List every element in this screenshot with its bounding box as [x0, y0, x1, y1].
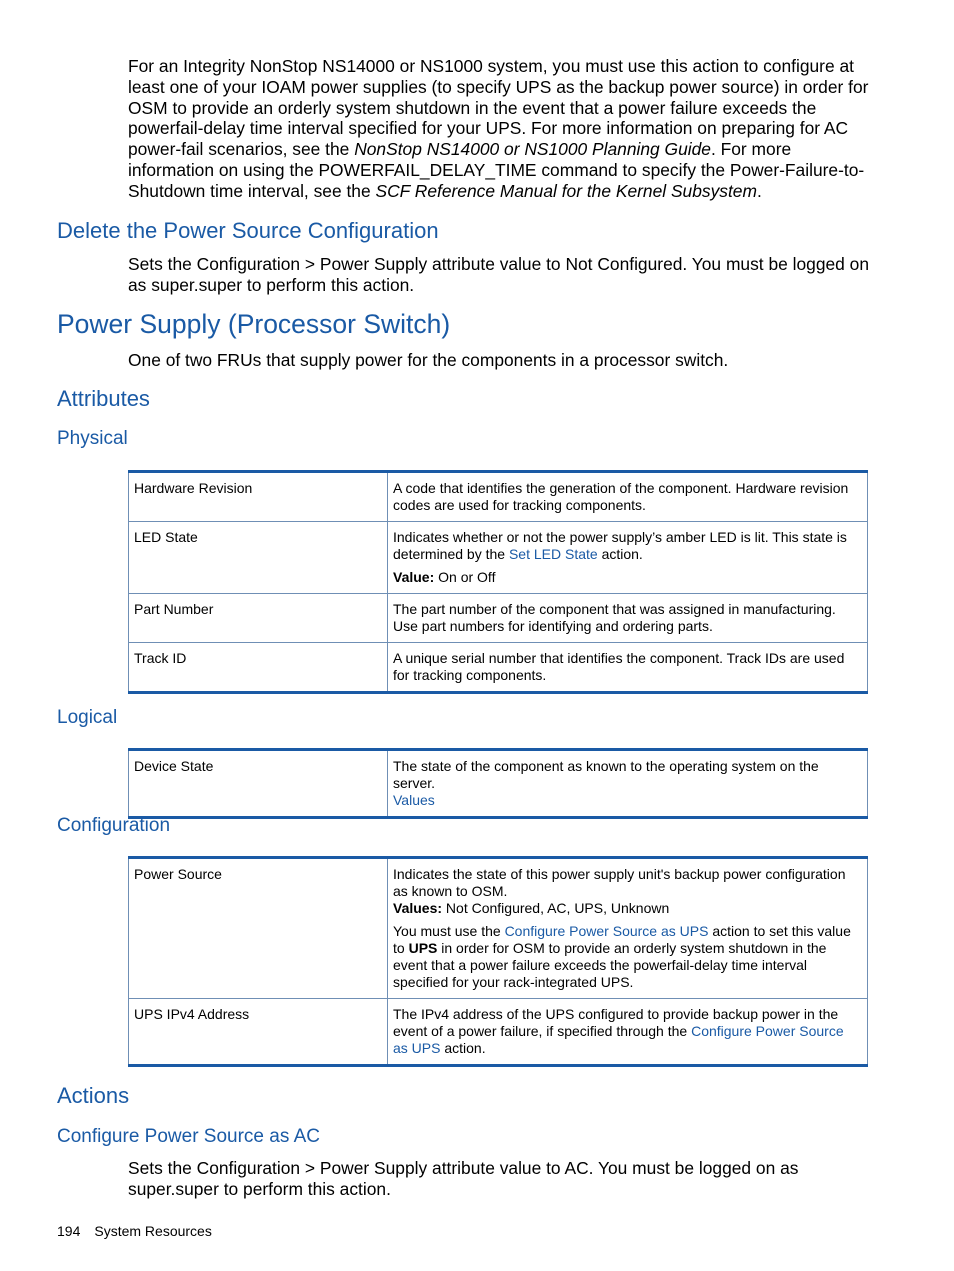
attribute-description: The IPv4 address of the UPS configured to provide backup power in the event of a power failure, if specified through the Configure Power Source as UPS action. — [388, 999, 868, 1066]
page-number: 194 — [57, 1223, 81, 1239]
configure-ups-link[interactable]: Configure Power Source as UPS — [393, 1023, 844, 1056]
attribute-name: Track ID — [129, 643, 388, 693]
scf-manual-title: SCF Reference Manual for the Kernel Subsystem — [375, 180, 757, 201]
attribute-name: Hardware Revision — [129, 472, 388, 522]
attribute-name: Part Number — [129, 594, 388, 643]
table-row — [129, 999, 868, 1066]
attribute-description: Indicates the state of this power supply unit's backup power configuration as known to OSM. Values: Not Configured, AC, UPS, Unknown You must use the Configure Power Source as UPS action to set this value to UPS in order for OSM to provide an orderly system shutdown in the event that a power failure exceeds the powerfail-delay time interval specified for your rack-integrated UPS. — [388, 858, 868, 999]
attribute-description: Indicates whether or not the power supply’s amber LED is lit. This state is determined by the Set LED State action. Value: On or Off — [388, 522, 868, 594]
value-label: Value: — [393, 569, 435, 585]
delete-config-heading: Delete the Power Source Configuration — [57, 218, 439, 243]
table-row — [129, 858, 868, 999]
physical-heading: Physical — [57, 428, 128, 449]
configuration-heading: Configuration — [57, 815, 171, 836]
attributes-heading: Attributes — [57, 386, 150, 411]
logical-heading: Logical — [57, 707, 118, 728]
intro-text-3: . — [756, 180, 762, 201]
page-description: One of two FRUs that supply power for the components in a processor switch. — [128, 350, 729, 370]
actions-heading: Actions — [57, 1083, 130, 1108]
attribute-name: Device State — [129, 750, 388, 818]
attribute-description: The part number of the component that was assigned in manufacturing. Use part numbers for identifying and ordering parts. — [388, 594, 868, 643]
configure-ac-text: Sets the Configuration > Power Supply attribute value to AC. You must be logged on as super.super to perform this action. — [128, 1158, 799, 1199]
table-row — [129, 522, 868, 594]
attribute-name: LED State — [129, 522, 388, 594]
configuration-attributes-table — [128, 856, 868, 1067]
intro-text-2: . For more information on using the POWERFAIL_DELAY_TIME command to specify the Power-Failure-to-Shutdown time interval, see the — [128, 139, 865, 201]
attribute-description: A code that identifies the generation of the component. Hardware revision codes are used for tracking components. — [388, 472, 868, 522]
intro-text: For an Integrity NonStop NS14000 or NS1000 system, you must use this action to configure at least one of your IOAM power supplies (to specify UPS as the backup power source) in order for OSM to provide an orderly system shutdown in the event that a power failure exceeds the powerfail-delay time interval specified for your UPS. For more information on preparing for AC power-fail scenarios, see the — [128, 56, 869, 160]
set-led-state-link[interactable]: Set LED State — [508, 546, 598, 562]
planning-guide-title: NonStop NS14000 or NS1000 Planning Guide — [354, 139, 711, 160]
configure-ac-heading: Configure Power Source as AC — [57, 1126, 320, 1147]
attribute-name: UPS IPv4 Address — [129, 999, 388, 1066]
table-row — [129, 750, 868, 818]
table-row — [129, 594, 868, 643]
attribute-description: A unique serial number that identifies the component. Track IDs are used for tracking components. — [388, 643, 868, 693]
values-label: Values: — [393, 900, 443, 916]
logical-attributes-table — [128, 748, 868, 819]
footer-section: System Resources — [94, 1223, 212, 1239]
configure-ups-link[interactable]: Configure Power Source as UPS — [504, 923, 709, 939]
page-footer — [57, 1223, 212, 1239]
page-title: Power Supply (Processor Switch) — [57, 309, 451, 339]
table-row — [129, 472, 868, 522]
intro-paragraph — [128, 56, 870, 202]
values-link[interactable]: Values — [393, 792, 435, 808]
table-row — [129, 643, 868, 693]
attribute-name: Power Source — [129, 858, 388, 999]
delete-config-text: Sets the Configuration > Power Supply attribute value to Not Configured. You must be logged on as super.super to perform this action. — [128, 254, 870, 295]
physical-attributes-table — [128, 470, 868, 694]
attribute-description: The state of the component as known to the operating system on the server. Values — [388, 750, 868, 818]
